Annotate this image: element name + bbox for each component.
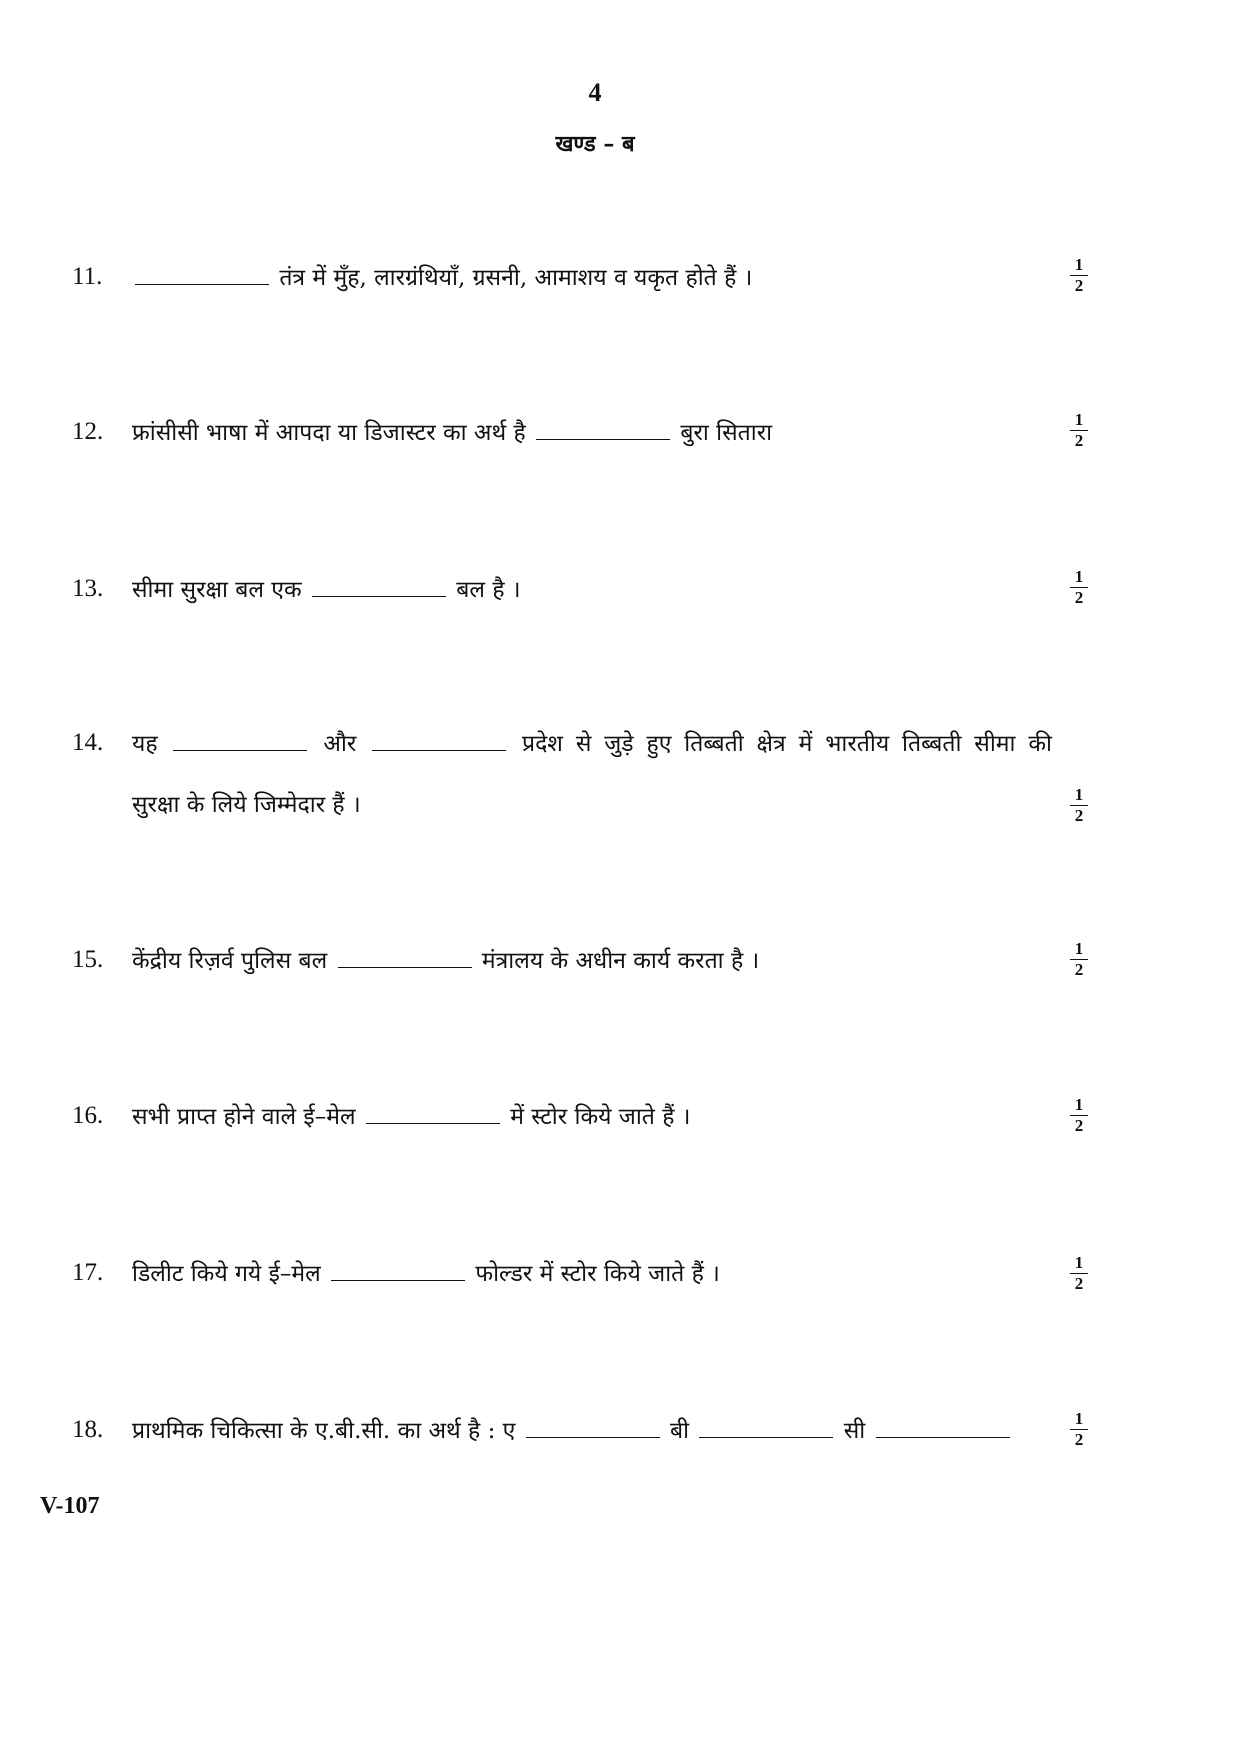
answer-blank[interactable] [331,1258,465,1281]
question-text-line2: सुरक्षा के लिये जिम्मेदार हैं । [132,792,361,818]
question-text [132,417,1052,448]
marks-numerator: 1 [1074,1409,1084,1428]
question-text-post: मंत्रालय के अधीन कार्य करता है । [481,948,760,974]
answer-blank[interactable] [876,1415,1010,1438]
marks-fraction [1068,1254,1090,1293]
marks-denominator: 2 [1074,806,1084,825]
question-text-post: में स्टोर किये जाते हैं । [510,1104,691,1130]
marks-denominator: 2 [1074,1430,1084,1449]
marks-numerator: 1 [1074,255,1084,274]
marks-denominator: 2 [1074,960,1084,979]
marks-denominator: 2 [1074,276,1084,295]
page-number: 4 [588,78,602,107]
answer-blank[interactable] [536,417,670,440]
marks-fraction [1068,411,1090,450]
marks-denominator: 2 [1074,588,1084,607]
answer-blank[interactable] [338,945,472,968]
question-number: 16. [72,1102,104,1129]
marks-denominator: 2 [1074,1274,1084,1293]
question-text-post: बुरा सितारा [680,420,773,446]
paper-code: V-107 [40,1493,100,1519]
marks-fraction [1068,568,1090,607]
question-number: 18. [72,1416,104,1443]
marks-numerator: 1 [1074,939,1084,958]
question-text [132,1258,1052,1289]
answer-blank[interactable] [372,728,506,751]
marks-fraction [1068,940,1090,979]
question-text-pre: यह [132,731,158,757]
answer-blank[interactable] [135,262,269,285]
question-text [132,1415,1052,1446]
question-text-pre: प्राथमिक चिकित्सा के ए.बी.सी. का अर्थ है : ए [132,1418,516,1444]
question-text [132,574,1052,605]
marks-numerator: 1 [1074,785,1084,804]
question-text-pre: सभी प्राप्त होने वाले ई–मेल [132,1104,356,1130]
question-text-mid: और [323,731,357,757]
answer-blank[interactable] [526,1415,660,1438]
question-text-pre: डिलीट किये गये ई–मेल [132,1261,321,1287]
marks-numerator: 1 [1074,1095,1084,1114]
question-text [132,262,1052,293]
marks-denominator: 2 [1074,431,1084,450]
marks-fraction [1068,786,1090,825]
question-number: 15. [72,946,104,973]
answer-blank[interactable] [173,728,307,751]
question-text-pre: केंद्रीय रिज़र्व पुलिस बल [132,948,328,974]
question-number: 11. [72,263,103,290]
question-text-post: प्रदेश से जुड़े हुए तिब्बती क्षेत्र में भारतीय तिब्बती सीमा की [522,731,1052,757]
question-text [132,728,1052,759]
question-number: 17. [72,1259,104,1286]
marks-fraction [1068,1410,1090,1449]
marks-numerator: 1 [1074,410,1084,429]
question-text-mid2: सी [843,1418,866,1444]
section-title: खण्ड – ब [555,131,635,157]
answer-blank[interactable] [699,1415,833,1438]
marks-fraction [1068,256,1090,295]
marks-numerator: 1 [1074,567,1084,586]
marks-fraction [1068,1096,1090,1135]
marks-numerator: 1 [1074,1253,1084,1272]
question-text-post: बल है । [456,577,521,603]
question-text-pre: फ्रांसीसी भाषा में आपदा या डिजास्टर का अर्थ है [132,420,526,446]
question-text-pre: सीमा सुरक्षा बल एक [132,577,302,603]
question-text [132,1101,1052,1132]
question-text [132,945,1052,976]
question-text-mid1: बी [669,1418,690,1444]
answer-blank[interactable] [312,574,446,597]
question-text-post: तंत्र में मुँह, लारग्रंथियाँ, ग्रसनी, आमाशय व यकृत होते हैं । [279,265,753,291]
question-number: 14. [72,729,104,756]
question-number: 13. [72,575,104,602]
question-text-post: फोल्डर में स्टोर किये जाते हैं । [475,1261,720,1287]
question-number: 12. [72,418,104,445]
answer-blank[interactable] [366,1101,500,1124]
marks-denominator: 2 [1074,1116,1084,1135]
